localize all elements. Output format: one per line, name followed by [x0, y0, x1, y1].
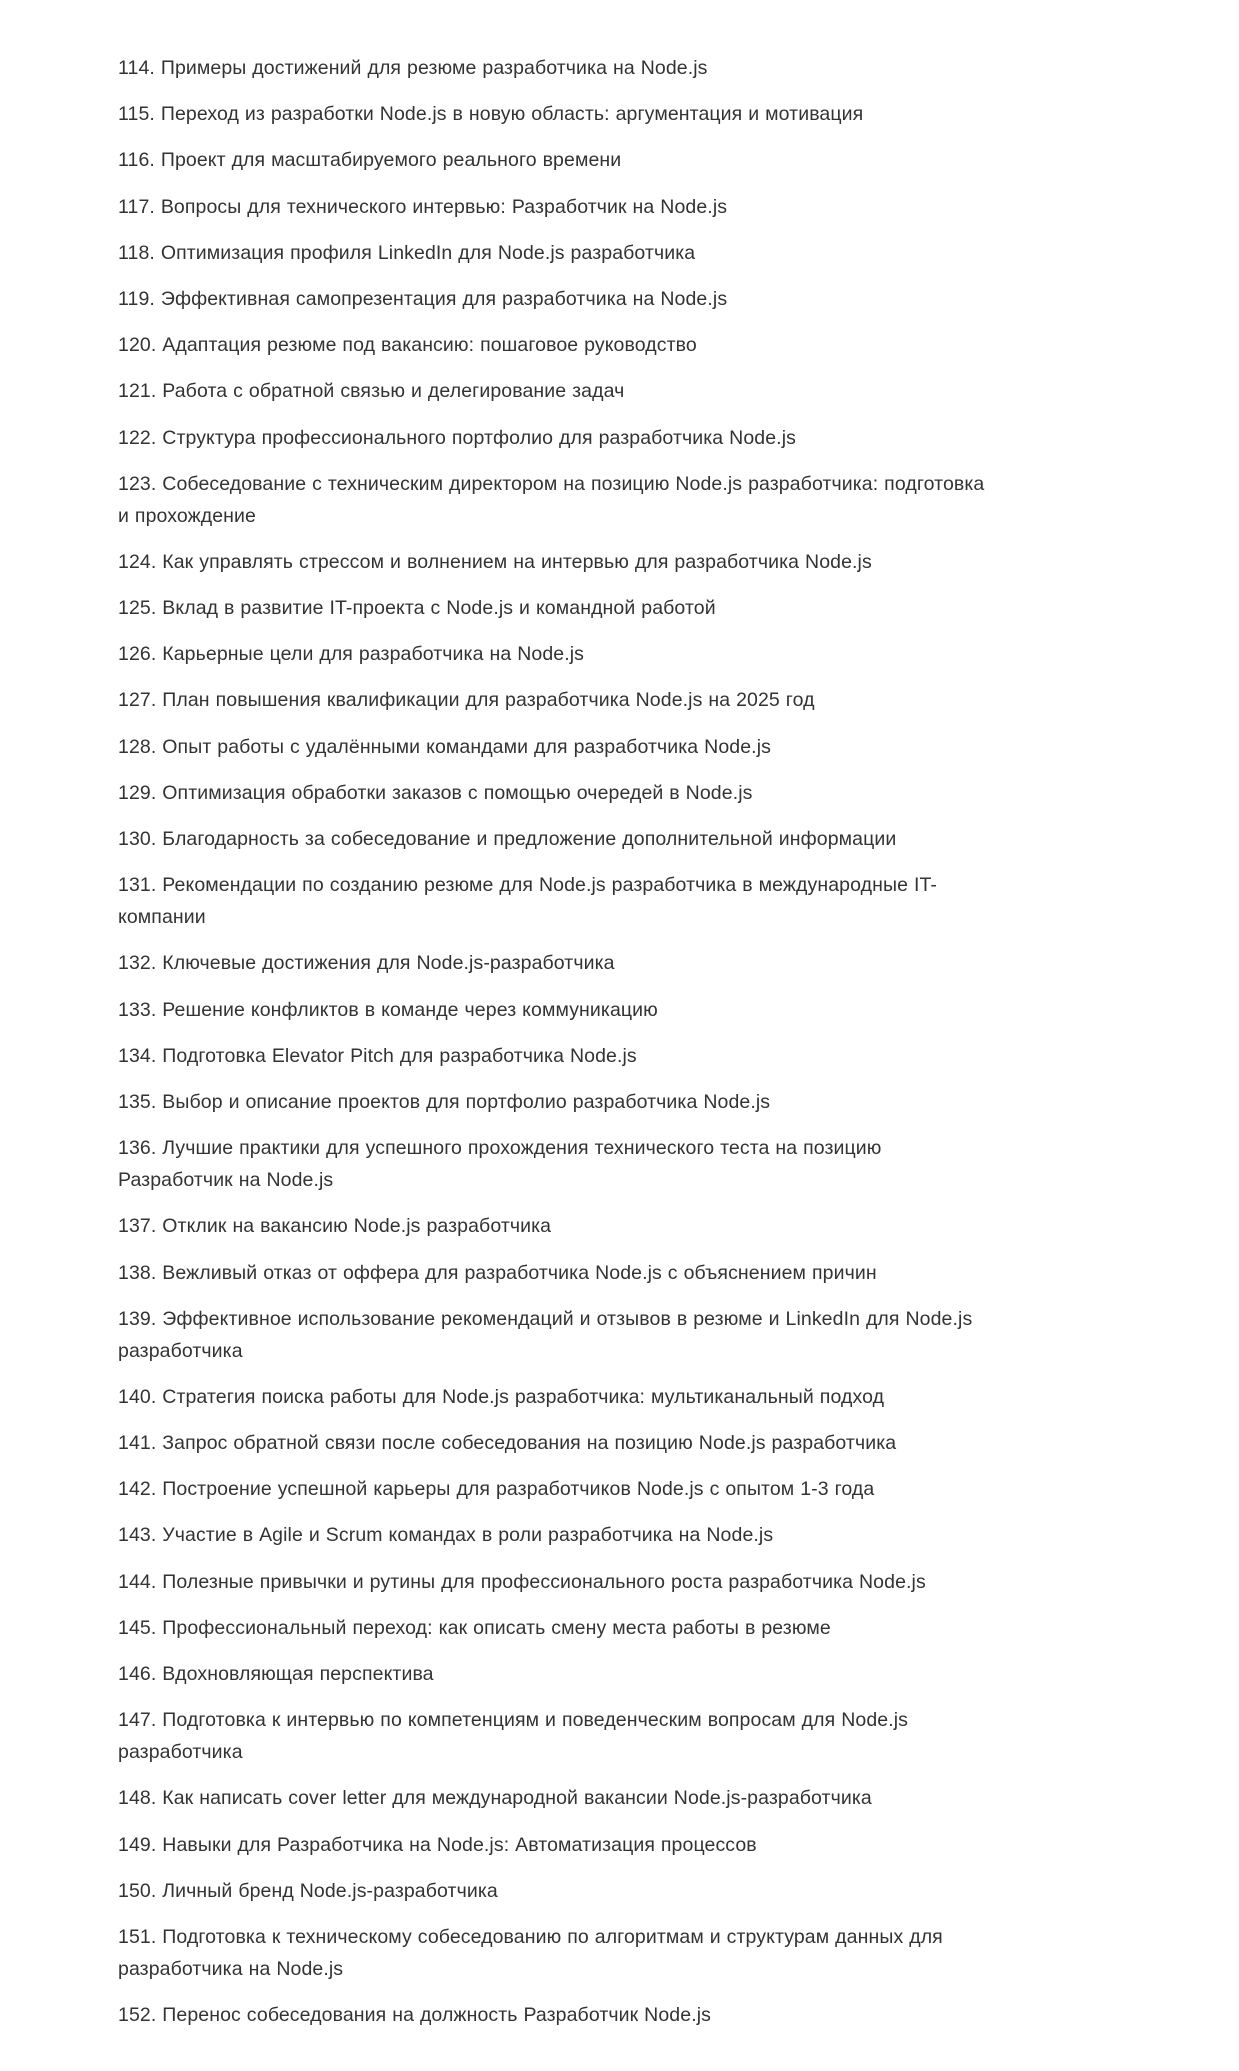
list-item: 136. Лучшие практики для успешного прохождения технического теста на позицию Разработчик на Node.js	[118, 1137, 882, 1192]
list-item: 140. Стратегия поиска работы для Node.js разработчика: мультиканальный подход	[118, 1385, 885, 1408]
list-item: 150. Личный бренд Node.js-разработчика	[118, 1879, 498, 1902]
list-item: 120. Адаптация резюме под вакансию: пошаговое руководство	[118, 334, 697, 357]
list-item: 121. Работа с обратной связью и делегирование задач	[118, 380, 625, 403]
list-item: 151. Подготовка к техническому собеседованию по алгоритмам и структурам данных для разработчика на Node.js	[118, 1925, 943, 1980]
list-item: 115. Переход из разработки Node.js в новую область: аргументация и мотивация	[118, 103, 864, 126]
list-item: 125. Вклад в развитие IT-проекта с Node.js и командной работой	[118, 597, 716, 620]
list-item: 139. Эффективное использование рекомендаций и отзывов в резюме и LinkedIn для Node.js разработчика	[118, 1307, 973, 1362]
list-item: 122. Структура профессионального портфолио для разработчика Node.js	[118, 426, 796, 449]
list-item: 152. Перенос собеседования на должность Разработчик Node.js	[118, 2004, 711, 2027]
list-item: 119. Эффективная самопрезентация для разработчика на Node.js	[118, 287, 728, 310]
list-item: 141. Запрос обратной связи после собеседования на позицию Node.js разработчика	[118, 1432, 897, 1455]
list-item: 126. Карьерные цели для разработчика на Node.js	[118, 643, 585, 666]
list-item: 114. Примеры достижений для резюме разработчика на Node.js	[118, 57, 708, 79]
list-item: 145. Профессиональный переход: как описать смену места работы в резюме	[118, 1616, 831, 1639]
list-item: 127. План повышения квалификации для разработчика Node.js на 2025 год	[118, 689, 815, 712]
list-item: 146. Вдохновляющая перспектива	[118, 1663, 434, 1685]
list-item: 142. Построение успешной карьеры для разработчиков Node.js с опытом 1-3 года	[118, 1478, 875, 1501]
list-item: 117. Вопросы для технического интервью: Разработчик на Node.js	[118, 195, 728, 218]
list-item: 124. Как управлять стрессом и волнением на интервью для разработчика Node.js	[118, 550, 872, 573]
list-item: 137. Отклик на вакансию Node.js разработчика	[118, 1215, 552, 1238]
list-item: 147. Подготовка к интервью по компетенциям и поведенческим вопросам для Node.js разработчика	[118, 1709, 909, 1764]
list-item: 149. Навыки для Разработчика на Node.js: Автоматизация процессов	[118, 1833, 757, 1856]
list-item: 135. Выбор и описание проектов для портфолио разработчика Node.js	[118, 1090, 771, 1113]
list-item: 138. Вежливый отказ от оффера для разработчика Node.js с объяснением причин	[118, 1261, 877, 1284]
list-item: 143. Участие в Agile и Scrum командах в роли разработчика на Node.js	[118, 1524, 774, 1547]
list-item: 131. Рекомендации по созданию резюме для Node.js разработчика в международные IT-компании	[118, 874, 937, 929]
list-item: 129. Оптимизация обработки заказов с помощью очередей в Node.js	[118, 781, 753, 804]
list-item: 144. Полезные привычки и рутины для профессионального роста разработчика Node.js	[118, 1570, 926, 1593]
list-item: 132. Ключевые достижения для Node.js-разработчика	[118, 952, 615, 975]
list-item: 123. Собеседование с техническим директором на позицию Node.js разработчика: подготовка и прохождение	[118, 472, 985, 527]
list-item: 118. Оптимизация профиля LinkedIn для Node.js разработчика	[118, 241, 696, 264]
list-item: 116. Проект для масштабируемого реального времени	[118, 149, 622, 172]
list-item: 130. Благодарность за собеседование и предложение дополнительной информации	[118, 828, 897, 850]
list-item: 128. Опыт работы с удалёнными командами для разработчика Node.js	[118, 735, 771, 758]
list-item: 133. Решение конфликтов в команде через коммуникацию	[118, 998, 658, 1021]
list-item: 148. Как написать cover letter для международной вакансии Node.js-разработчика	[118, 1787, 872, 1810]
list-item: 134. Подготовка Elevator Pitch для разработчика Node.js	[118, 1044, 637, 1067]
topic-list	[118, 52, 1121, 2031]
